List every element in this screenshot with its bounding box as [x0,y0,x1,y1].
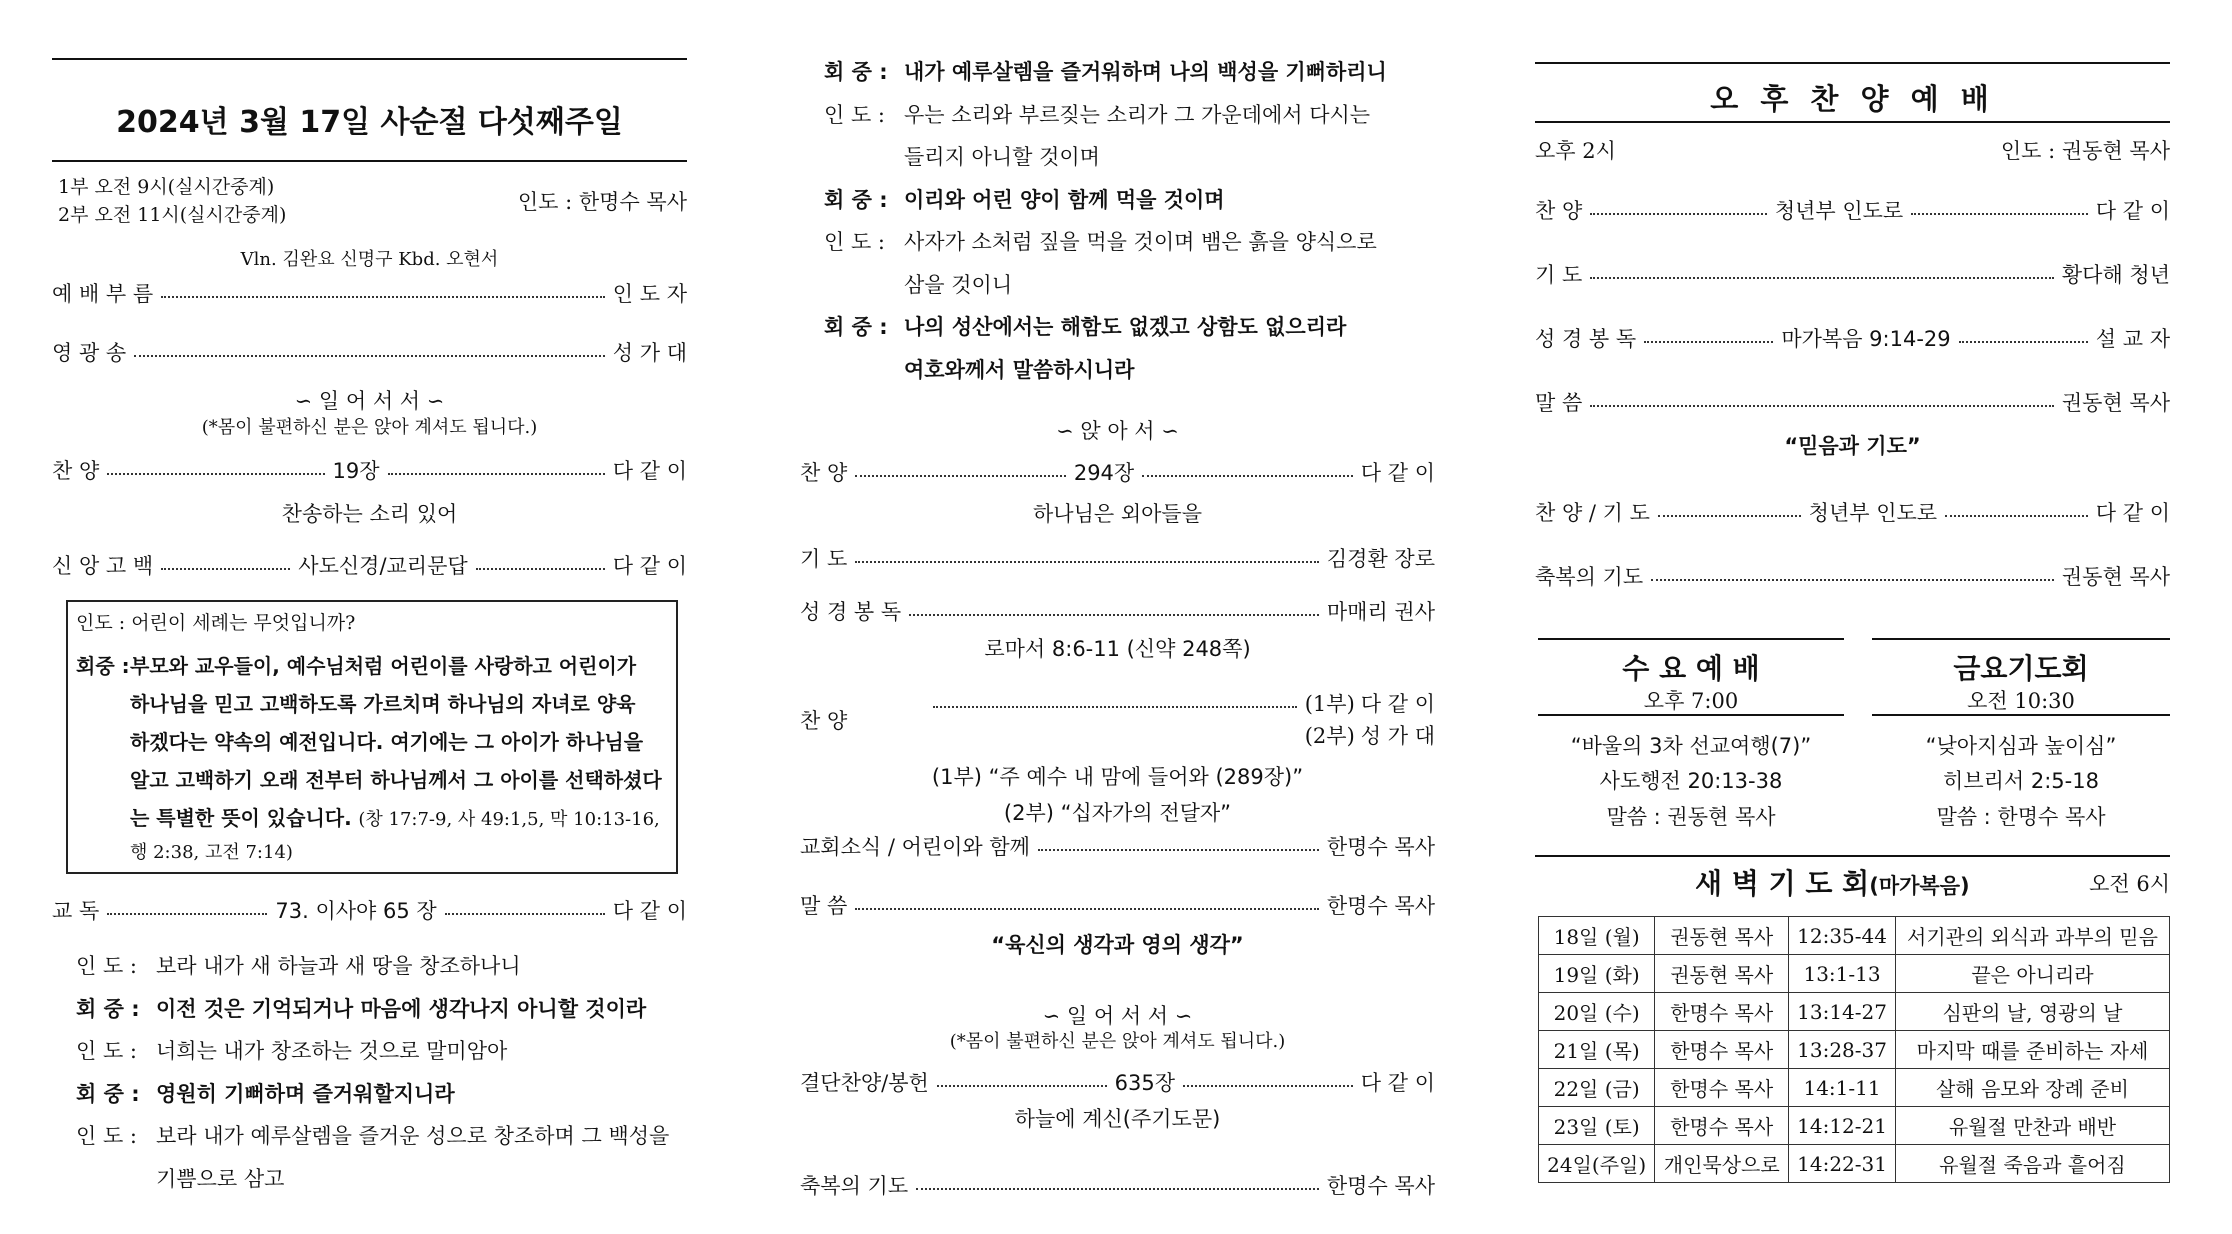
order-item-offering [800,1067,1435,1097]
order-item-creed [52,550,687,580]
leader-dots [1590,212,1767,215]
divider [1872,714,2170,716]
item-right: 한명수 목사 [1326,1174,1435,1198]
item-mid: 73. 이사야 65 장 [275,899,437,923]
dawn-preacher: 권동현 목사 [1655,955,1789,993]
item-right: 권동현 목사 [2061,565,2170,589]
item-right: 다 같 이 [612,554,688,578]
leader-dots [1183,1084,1353,1087]
leader-dots [161,295,605,298]
catechism-line: 부모와 교우들이, 예수님처럼 어린이를 사랑하고 어린이가 [130,654,637,678]
reading-line: 들리지 아니할 것이며 [904,145,1100,169]
reading-speaker: 회 중 : [824,60,888,84]
item-right: 성 가 대 [612,341,687,365]
dawn-title-text: 새 벽 기 도 회 [1695,867,1870,900]
item-right: 설 교 자 [2095,327,2171,351]
leader-dots [134,354,605,357]
catechism-ref: (창 17:7-9, 사 49:1,5, 막 10:13-16, [358,809,660,830]
dawn-date: 19일 (화) [1539,955,1655,993]
dawn-date: 24일(주일) [1539,1145,1655,1183]
wednesday-time: 오후 7:00 [1643,689,1739,713]
item-mid: 사도신경/교리문답 [298,554,468,578]
catechism-question: 인도 : 어린이 세례는 무엇입니까? [76,612,356,634]
item-label: 찬 양 [800,461,848,485]
leader-dots [1959,340,2088,343]
service-leader: 인도 : 한명수 목사 [517,190,687,214]
service-time-1: 1부 오전 9시(실시간중계) [58,176,275,198]
reading-line: 나의 성산에서는 해함도 없겠고 상함도 없으리라 [904,315,1347,339]
choir-performer: 성 가 대 [1360,724,1435,748]
reading-line: 사자가 소처럼 짚을 먹을 것이며 뱀은 흙을 양식으로 [904,230,1377,254]
reading-speaker: 회 중 : [76,996,140,1021]
dawn-preacher: 한명수 목사 [1655,993,1789,1031]
reading-line: 이전 것은 기억되거나 마음에 생각나지 아니할 것이라 [156,996,647,1021]
item-label: 성 경 봉 독 [800,600,902,624]
stand-instruction: ∽ 일 어 서 서 ∽ [1042,1004,1193,1028]
dawn-topic: 심판의 날, 영광의 날 [1895,993,2169,1031]
item-right: 다 같 이 [1360,461,1435,485]
divider [52,160,687,162]
catechism-line-last [130,802,660,831]
item-label: 축복의 기도 [1535,565,1644,589]
item-label: 찬 양 [52,459,100,483]
dawn-preacher: 한명수 목사 [1655,1069,1789,1107]
afternoon-service-title: 오 후 찬 양 예 배 [1710,82,1995,116]
catechism-line: 하나님을 믿고 고백하도록 가르치며 하나님의 자녀로 양육 [130,692,636,716]
leader-dots [855,474,1066,477]
item-label: 신 앙 고 백 [52,554,154,578]
order-item [1535,323,2170,353]
item-right: 마매리 권사 [1326,600,1435,624]
dawn-topic: 유월절 만찬과 배반 [1895,1107,2169,1145]
dawn-title [1695,862,1970,902]
leader-dots [1038,848,1319,851]
order-item [1535,497,2170,527]
leader-dots [1644,340,1773,343]
leader-dots [1142,474,1353,477]
order-item-scripture [800,596,1435,626]
choir-song-1: (1부) “주 예수 내 맘에 들어와 (289장)” [931,765,1304,789]
leader-dots [107,912,267,915]
leader-dots [161,567,290,570]
choir-row-2 [1305,720,1435,750]
dawn-preacher: 한명수 목사 [1655,1031,1789,1069]
wednesday-title: 수 요 예 배 [1622,652,1760,685]
item-mid: 마가복음 9:14-29 [1781,327,1951,351]
item-right: 권동현 목사 [2061,391,2170,415]
dawn-topic: 살해 음모와 장례 준비 [1895,1069,2169,1107]
order-item [1535,259,2170,289]
item-label: 찬 양 [1535,199,1583,223]
item-mid: 청년부 인도로 [1774,199,1904,223]
reading-speaker: 인 도 : [76,954,137,978]
reading-line: 내가 예루살렘을 즐거워하며 나의 백성을 기뻐하리니 [904,60,1387,84]
item-label: 결단찬양/봉헌 [800,1071,929,1095]
dawn-preacher: 권동현 목사 [1655,917,1789,955]
dawn-passage: 12:35-44 [1789,917,1896,955]
item-right: 다 같 이 [2095,199,2170,223]
dawn-preacher: 개인묵상으로 [1655,1145,1789,1183]
hymn-title: 찬송하는 소리 있어 [281,502,458,526]
dawn-passage: 14:1-11 [1789,1069,1896,1107]
reading-line: 우는 소리와 부르짖는 소리가 그 가운데에서 다시는 [904,102,1371,127]
item-label: 찬 양 / 기 도 [1535,501,1650,525]
leader-dots [445,912,605,915]
item-label: 성 경 봉 독 [1535,327,1637,351]
leader-dots [1651,578,2054,581]
afternoon-sermon-title: “믿음과 기도” [1784,434,1921,458]
item-right: 다 같 이 [1360,1071,1436,1095]
dawn-passage: 14:22-31 [1789,1145,1896,1183]
dawn-passage: 13:28-37 [1789,1031,1896,1069]
friday-sermon: “낮아지심과 높이심” [1925,734,2117,758]
dawn-topic: 마지막 때를 준비하는 자세 [1895,1031,2169,1069]
order-item-benediction [800,1170,1435,1200]
item-mid: 청년부 인도로 [1808,501,1938,525]
item-label: 기 도 [1535,263,1583,287]
reading-line: 보라 내가 예루살렘을 즐거운 성으로 창조하며 그 백성을 [156,1124,670,1148]
scripture-reference: 로마서 8:6-11 (신약 248쪽) [984,637,1251,661]
dawn-date: 23일 (토) [1539,1107,1655,1145]
leader-dots [1945,514,2088,517]
item-label: 영 광 송 [52,341,127,365]
hymn-title: 하나님은 외아들을 [1033,502,1202,526]
item-label: 말 씀 [800,894,848,918]
table-row [1539,1069,2170,1107]
order-item [52,337,687,367]
leader-dots [855,560,1319,563]
divider [1872,638,2170,640]
reading-speaker: 회 중 : [76,1081,140,1106]
reading-speaker: 인 도 : [824,102,885,127]
reading-line: 영원히 기뻐하며 즐거워할지니라 [156,1081,455,1106]
order-item-hymn [800,457,1435,487]
item-label: 예 배 부 름 [52,282,154,306]
item-right: 김경환 장로 [1326,547,1435,571]
leader-dots [476,567,605,570]
order-item [52,278,687,308]
dawn-passage: 13:1-13 [1789,955,1896,993]
choir-part: (1부) [1304,692,1355,716]
dawn-subtitle: (마가복음) [1869,874,1970,898]
order-item-news [800,831,1435,861]
dawn-passage: 14:12-21 [1789,1107,1896,1145]
order-item [1535,561,2170,591]
dawn-date: 18일 (월) [1539,917,1655,955]
divider [1535,62,2170,64]
item-right: 황다해 청년 [2061,263,2170,287]
dawn-date: 21일 (목) [1539,1031,1655,1069]
item-mid: 19장 [332,459,380,483]
choir-part: (2부) [1304,724,1355,748]
reading-line: 여호와께서 말씀하시니라 [904,357,1135,382]
item-right: 한명수 목사 [1326,894,1435,918]
friday-ref: 히브리서 2:5-18 [1943,769,2099,793]
wednesday-sermon: “바울의 3차 선교여행(7)” [1570,734,1812,758]
leader-dots [916,1187,1319,1190]
friday-time: 오전 10:30 [1967,689,2075,713]
page-title: 2024년 3월 17일 사순절 다섯째주일 [116,105,623,140]
divider [1535,121,2170,123]
dawn-topic: 끝은 아니리라 [1895,955,2169,993]
friday-preacher: 말씀 : 한명수 목사 [1936,805,2106,829]
wednesday-preacher: 말씀 : 권동현 목사 [1606,805,1776,829]
item-right: 인 도 자 [612,282,687,306]
leader-dots [909,613,1319,616]
table-row [1539,993,2170,1031]
order-item-sermon [800,890,1435,920]
reading-line: 이리와 어린 양이 함께 먹을 것이며 [904,187,1225,212]
order-item [1535,387,2170,417]
item-right: 한명수 목사 [1326,835,1435,859]
leader-dots [1658,514,1801,517]
catechism-answer-label: 회중 : [76,654,130,678]
musicians: Vln. 김완요 신명구 Kbd. 오현서 [240,249,499,270]
afternoon-leader: 인도 : 권동현 목사 [2000,139,2170,163]
catechism-ref: 행 2:38, 고전 7:14) [130,842,293,863]
item-label: 교 독 [52,899,100,923]
dawn-passage: 13:14-27 [1789,993,1896,1031]
friday-title: 금요기도회 [1953,652,2089,685]
choir-performer: 다 같 이 [1360,692,1435,716]
table-row [1539,1031,2170,1069]
sermon-title: “육신의 생각과 영의 생각” [991,933,1244,957]
table-row [1539,1107,2170,1145]
leader-dots [388,472,605,475]
stand-instruction: ∽ 일 어 서 서 ∽ [294,389,445,413]
dawn-preacher: 한명수 목사 [1655,1107,1789,1145]
divider [1538,638,1844,640]
table-row [1539,1145,2170,1183]
leader-dots [855,907,1319,910]
stand-note: (*몸이 불편하신 분은 앉아 계셔도 됩니다.) [201,417,538,438]
item-right: 다 같 이 [612,459,688,483]
item-right: 다 같 이 [2095,501,2171,525]
order-item-responsive [52,895,687,925]
dawn-topic: 서기관의 외식과 과부의 믿음 [1895,917,2169,955]
dawn-date: 22일 (금) [1539,1069,1655,1107]
item-label: 교회소식 / 어린이와 함께 [800,835,1030,859]
choir-label: 찬 양 [800,709,848,733]
item-label: 기 도 [800,547,848,571]
dawn-date: 20일 (수) [1539,993,1655,1031]
dawn-time: 오전 6시 [2089,872,2170,896]
sit-instruction: ∽ 앉 아 서 ∽ [1056,419,1179,443]
table-row [1539,917,2170,955]
item-label: 축복의 기도 [800,1174,909,1198]
leader-dots [937,1084,1107,1087]
leader-dots [1590,404,2054,407]
order-item-hymn [52,455,687,485]
offering-title: 하늘에 계신(주기도문) [1014,1107,1221,1131]
divider [1538,714,1844,716]
wednesday-ref: 사도행전 20:13-38 [1599,769,1783,793]
choir-song-2: (2부) “십자가의 전달자” [1003,801,1232,825]
leader-dots [107,472,324,475]
catechism-line: 하겠다는 약속의 예전입니다. 여기에는 그 아이가 하나님을 [130,730,644,754]
reading-line: 기쁨으로 삼고 [156,1166,285,1191]
stand-note: (*몸이 불편하신 분은 앉아 계셔도 됩니다.) [949,1031,1286,1052]
reading-speaker: 회 중 : [824,315,888,339]
reading-speaker: 인 도 : [824,230,885,254]
item-label: 말 씀 [1535,391,1583,415]
leader-dots [933,705,1297,708]
reading-speaker: 인 도 : [76,1124,137,1148]
dawn-topic: 유월절 죽음과 흩어짐 [1895,1145,2169,1183]
catechism-line: 는 특별한 뜻이 있습니다. [130,806,352,830]
order-item-prayer [800,543,1435,573]
dawn-schedule-table [1538,916,2170,1183]
leader-dots [1911,212,2088,215]
afternoon-time: 오후 2시 [1535,139,1616,163]
choir-row-1 [925,688,1435,718]
item-right: 다 같 이 [612,899,688,923]
divider [1535,855,2170,857]
reading-speaker: 회 중 : [824,187,888,212]
catechism-box [66,600,678,874]
item-mid: 635장 [1114,1071,1175,1095]
leader-dots [1590,276,2054,279]
divider [52,58,687,60]
item-mid: 294장 [1073,461,1135,485]
reading-speaker: 인 도 : [76,1039,137,1063]
order-item [1535,195,2170,225]
reading-line: 삼을 것이니 [904,272,1013,297]
table-row [1539,955,2170,993]
reading-line: 보라 내가 새 하늘과 새 땅을 창조하나니 [156,954,521,978]
reading-line: 너희는 내가 창조하는 것으로 말미암아 [156,1039,508,1063]
catechism-line: 알고 고백하기 오래 전부터 하나님께서 그 아이를 선택하셨다 [130,768,662,792]
service-time-2: 2부 오전 11시(실시간중계) [58,204,287,226]
